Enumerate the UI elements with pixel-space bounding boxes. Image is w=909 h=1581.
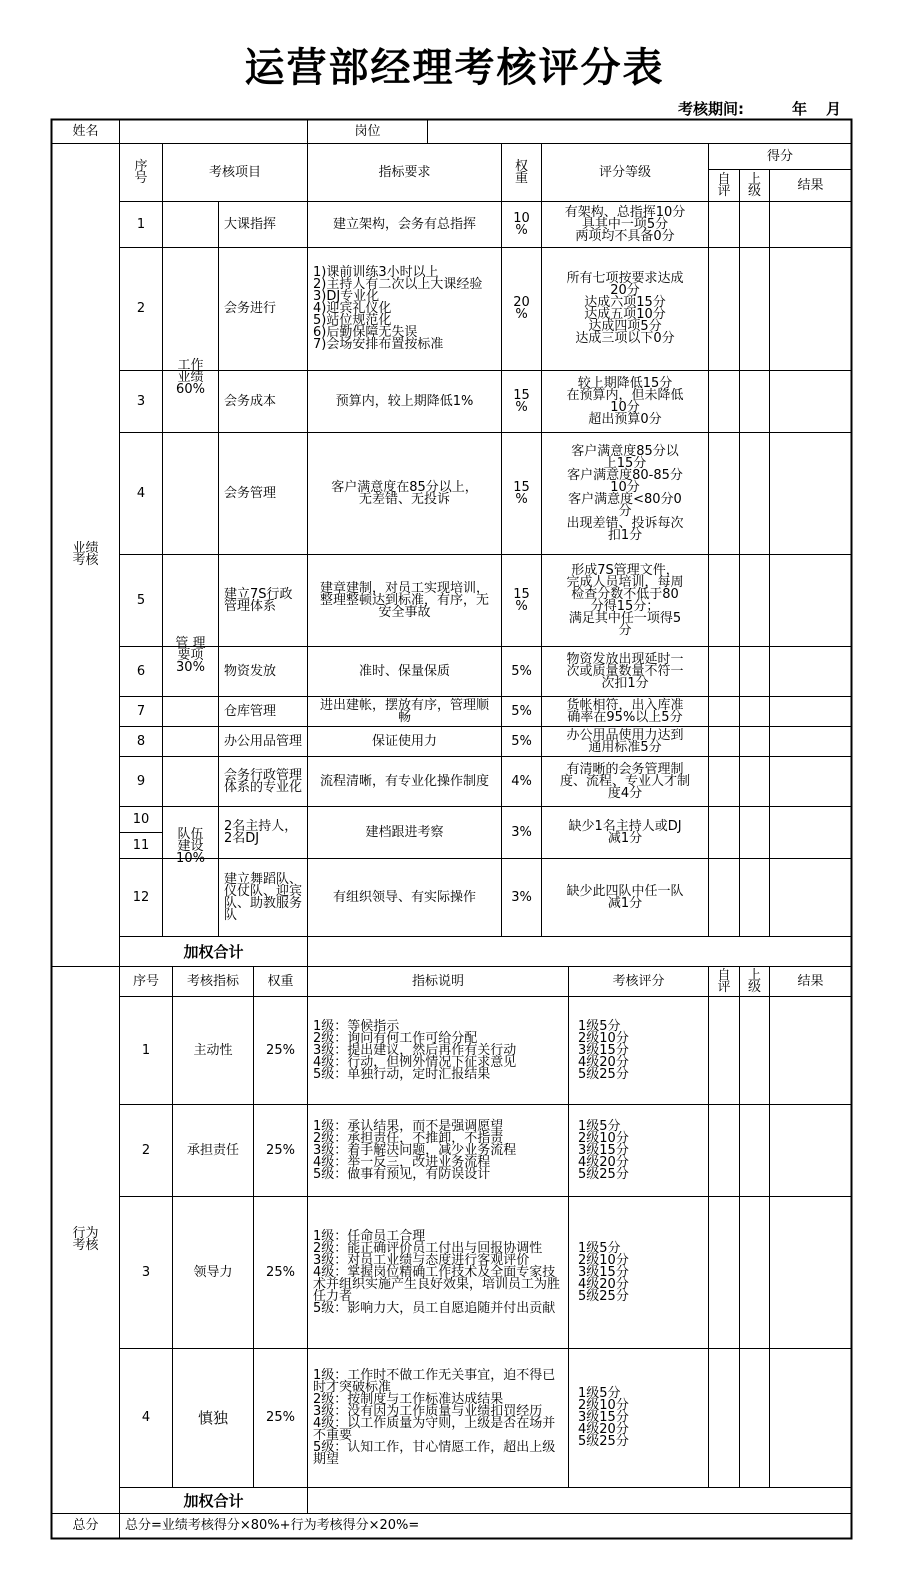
table-row-no: 12 bbox=[132, 889, 150, 905]
behavior-col-seq: 序号 bbox=[132, 973, 159, 989]
period-month: 月 bbox=[826, 100, 842, 118]
table-row-req: 建档跟进考察 bbox=[365, 824, 444, 840]
table-row-no: 10 bbox=[132, 811, 150, 827]
table-row-req: 1)课前训练3小时以上 2)主持人有二次以上大课经验 3)DJ专业化 4)迎宾礼仪化 5)站位规范化 6)后勤保障无失误 7)会场安排布置按标准 bbox=[313, 265, 483, 352]
table-row-index: 领导力 bbox=[193, 1264, 233, 1280]
table-row-item: 会务管理 bbox=[224, 485, 277, 501]
table-row-item: 会务进行 bbox=[224, 301, 277, 316]
table-row-req: 客户满意度在85分以上，无差错、无投诉 bbox=[331, 479, 478, 507]
perf-col-grade: 评分等级 bbox=[598, 164, 651, 180]
behavior-total-label: 加权合计 bbox=[183, 1491, 244, 1510]
table-row-index: 主动性 bbox=[193, 1042, 233, 1058]
period-year: 年 bbox=[792, 100, 808, 118]
perf-col-score: 得分 bbox=[766, 148, 793, 164]
post-field[interactable] bbox=[428, 120, 851, 143]
table-row-req: 进出建帐，摆放有序，管理顺畅 bbox=[319, 697, 489, 725]
table-row-grade: 有清晰的会务管理制 度、流程、专业人才制 度4分 bbox=[559, 761, 690, 801]
table-row-grade: 物资发放出现延时一 次或质量数量不符一 次扣1分 bbox=[566, 651, 684, 691]
behavior-col-weight: 权重 bbox=[267, 973, 294, 989]
table-row-req: 预算内，较上期降低1% bbox=[335, 393, 474, 409]
table-row-req: 流程清晰，有专业化操作制度 bbox=[319, 773, 489, 789]
table-row-no: 11 bbox=[132, 837, 150, 853]
behavior-col-result: 结果 bbox=[797, 973, 824, 989]
perf-col-item: 考核项目 bbox=[208, 164, 261, 180]
table-row-weight: 5% bbox=[511, 733, 532, 749]
table-row-index: 慎独 bbox=[197, 1409, 228, 1427]
table-row-weight: 20 % bbox=[513, 295, 530, 322]
table-row-grade: 货帐相符，出入库准 确率在95%以上5分 bbox=[566, 697, 684, 725]
summary-label: 总分 bbox=[72, 1518, 99, 1533]
page-title: 运营部经理考核评分表 bbox=[244, 45, 665, 91]
table-row-grade: 有架构、总指挥10分 具其中一项5分 两项均不具备0分 bbox=[564, 204, 686, 244]
table-row-no: 1 bbox=[141, 1042, 151, 1058]
perf-section-label: 业绩 考核 bbox=[72, 541, 99, 568]
table-row-weight: 15 % bbox=[513, 479, 530, 507]
table-row-item: 办公用品管理 bbox=[224, 733, 303, 749]
table-row-desc: 1级：任命员工合理 2级：能正确评价员工付出与回报协调性 3级：对员工业绩与态度进行客观评价 4级：掌握岗位精确工作技术及全面专家技术并组织实施产生良好效果，培训员工为胜任力者 5级：影响力大，员工自愿追随并付出贡献 bbox=[313, 1228, 561, 1316]
table-row-weight: 25% bbox=[266, 1142, 295, 1158]
behavior-section-label: 行为 考核 bbox=[72, 1226, 99, 1253]
table-row-grade: 客户满意度85分以 上15分 客户满意度80-85分 10分 客户满意度<80分0 分 出现差错、投诉每次 扣1分 bbox=[566, 443, 684, 543]
perf-category: 管 理 要项 30% bbox=[175, 635, 206, 675]
table-row-req: 准时、保量保质 bbox=[358, 663, 450, 679]
table-row-weight: 5% bbox=[511, 703, 532, 719]
behavior-col-self: 自 评 bbox=[717, 967, 731, 995]
summary-formula: 总分=业绩考核得分×80%+行为考核得分×20%= bbox=[125, 1518, 420, 1533]
table-row-weight: 5% bbox=[511, 663, 532, 679]
table-row-req: 有组织领导、有实际操作 bbox=[332, 889, 476, 905]
table-row-req: 建立架构，会务有总指挥 bbox=[332, 216, 476, 232]
table-row-grade: 1级5分 2级10分 3级15分 4级20分 5级25分 bbox=[578, 1386, 629, 1449]
table-row-weight: 3% bbox=[511, 824, 532, 840]
perf-col-req: 指标要求 bbox=[378, 164, 431, 180]
table-row-item: 仓库管理 bbox=[224, 703, 277, 719]
table-row-no: 3 bbox=[136, 393, 146, 409]
table-row-no: 7 bbox=[136, 703, 146, 719]
perf-category: 队伍 建设 10% bbox=[176, 826, 205, 866]
table-row-weight: 25% bbox=[266, 1264, 295, 1280]
perf-col-weight: 权 重 bbox=[514, 158, 528, 186]
name-label: 姓名 bbox=[72, 123, 99, 139]
table-row-no: 8 bbox=[136, 733, 146, 749]
behavior-col-boss: 上 级 bbox=[747, 967, 761, 995]
name-field[interactable] bbox=[120, 120, 307, 143]
table-row-no: 4 bbox=[136, 485, 146, 501]
table-row-grade: 较上期降低15分 在预算内，但未降低 10分 超出预算0分 bbox=[566, 375, 684, 427]
behavior-col-index: 考核指标 bbox=[186, 973, 239, 989]
table-row-item: 建立舞蹈队、仪仗队、迎宾队、助教服务队 bbox=[224, 871, 303, 923]
table-row-desc: 1级：等候指示 2级：询问有何工作可给分配 3级：提出建议，然后再作有关行动 4级：行动，但例外情况下征求意见 5级：单独行动，定时汇报结果 bbox=[313, 1018, 517, 1082]
table-row-desc: 1级：工作时不做工作无关事宜，迫不得已时才突破标准 2级：按制度与工作标准达成结果 3级：没有因为工作质量与业绩扣罚经历 4级：以工作质量为守则，上级是否在场并不重要 5级：认知工作，甘心情愿工作，超出上级期望 bbox=[313, 1368, 556, 1467]
table-row-grade: 1级5分 2级10分 3级15分 4级20分 5级25分 bbox=[578, 1018, 629, 1082]
post-label: 岗位 bbox=[354, 123, 381, 139]
table-row-grade: 1级5分 2级10分 3级15分 4级20分 5级25分 bbox=[578, 1118, 629, 1182]
table-row-item: 大课指挥 bbox=[224, 216, 277, 232]
table-row-weight: 3% bbox=[511, 889, 532, 905]
table-row-item: 物资发放 bbox=[224, 663, 277, 679]
behavior-col-grade: 考核评分 bbox=[612, 973, 665, 989]
table-row-weight: 15 % bbox=[513, 387, 530, 415]
table-row-item: 会务成本 bbox=[224, 393, 277, 409]
table-row-no: 6 bbox=[136, 663, 146, 679]
table-row-weight: 25% bbox=[266, 1042, 295, 1058]
table-row-grade: 所有七项按要求达成 20分 达成六项15分 达成五项10分 达成四项5分 达成三项以下0分 bbox=[566, 271, 684, 346]
perf-col-seq: 序 号 bbox=[134, 158, 148, 186]
table-row-weight: 25% bbox=[266, 1410, 295, 1425]
perf-category: 工作 业绩 60% bbox=[176, 358, 205, 397]
table-row-no: 4 bbox=[141, 1410, 151, 1425]
table-row-grade: 形成7S管理文件， 完成人员培训，每周 检查分数不低于80 分得15分； 满足其中任一项得5 分 bbox=[566, 562, 684, 638]
table-row-index: 承担责任 bbox=[186, 1142, 239, 1158]
table-row-item: 建立7S行政管理体系 bbox=[224, 586, 293, 614]
perf-col-boss: 上 级 bbox=[747, 171, 761, 199]
table-row-weight: 4% bbox=[511, 773, 532, 789]
table-row-grade: 1级5分 2级10分 3级15分 4级20分 5级25分 bbox=[578, 1240, 629, 1304]
perf-col-self: 自 评 bbox=[717, 171, 731, 199]
table-row-item: 会务行政管理体系的专业化 bbox=[224, 767, 303, 795]
table-row-weight: 10 % bbox=[513, 210, 530, 238]
table-row-no: 3 bbox=[141, 1264, 151, 1280]
table-row-grade: 办公用品使用力达到 通用标准5分 bbox=[566, 727, 684, 755]
table-row-no: 2 bbox=[136, 301, 146, 316]
table-row-no: 1 bbox=[136, 216, 146, 232]
table-row-weight: 15 % bbox=[513, 586, 530, 614]
period-label: 考核期间: bbox=[678, 100, 744, 118]
table-row-grade: 缺少此四队中任一队 减1分 bbox=[566, 883, 684, 911]
table-row-no: 9 bbox=[136, 773, 146, 789]
table-row-item: 2名主持人，2名DJ bbox=[224, 818, 298, 846]
perf-total-label: 加权合计 bbox=[183, 942, 244, 961]
table-row-desc: 1级：承认结果，而不是强调愿望 2级：承担责任，不推卸，不指责 3级：着手解决问题，减少业务流程 4级：举一反三，改进业务流程 5级：做事有预见，有防误设计 bbox=[313, 1118, 517, 1182]
table-row-req: 建章建制，对员工实现培训，整理整顿达到标准，有序，无安全事故 bbox=[319, 580, 489, 620]
table-row-req: 保证使用力 bbox=[371, 733, 437, 749]
perf-col-result: 结果 bbox=[797, 177, 824, 193]
table-row-grade: 缺少1名主持人或DJ 减1分 bbox=[568, 818, 682, 846]
behavior-col-desc: 指标说明 bbox=[411, 973, 464, 989]
table-row-no: 5 bbox=[136, 592, 146, 608]
table-row-no: 2 bbox=[141, 1142, 151, 1158]
